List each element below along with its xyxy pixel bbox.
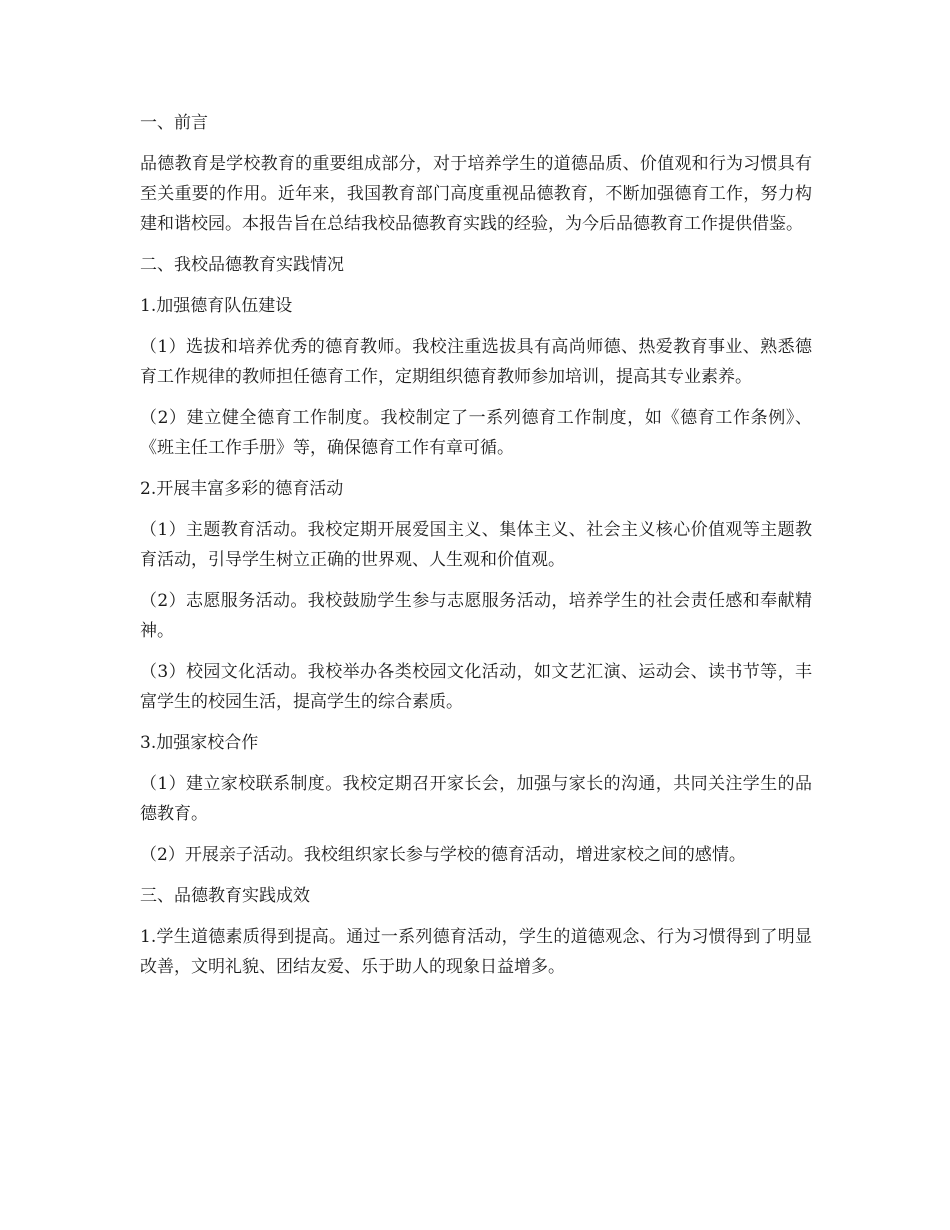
list-item-home-school-2: （2）开展亲子活动。我校组织家长参与学校的德育活动，增进家校之间的感情。	[140, 845, 746, 865]
subsection-heading-team: 1.加强德育队伍建设	[140, 296, 293, 316]
subsection-heading-home-school: 3.加强家校合作	[140, 733, 259, 753]
body-paragraph-preface: 品德教育是学校教育的重要组成部分，对于培养学生的道德品质、价值观和行为习惯具有至关重要的作用。近年来，我国教育部门高度重视品德教育，不断加强德育工作，努力构建和谐校园。本报告旨在总结我校品德教育实践的经验，为今后品德教育工作提供借鉴。	[140, 154, 812, 234]
list-item-team-2: （2）建立健全德育工作制度。我校制定了一系列德育工作制度，如《德育工作条例》、《班主任工作手册》等，确保德育工作有章可循。	[140, 408, 812, 458]
section-heading-preface: 一、前言	[140, 113, 208, 133]
subsection-heading-activities: 2.开展丰富多彩的德育活动	[140, 479, 344, 499]
list-item-activities-3: （3）校园文化活动。我校举办各类校园文化活动，如文艺汇演、运动会、读书节等，丰富学生的校园生活，提高学生的综合素质。	[140, 662, 812, 712]
list-item-activities-2: （2）志愿服务活动。我校鼓励学生参与志愿服务活动，培养学生的社会责任感和奉献精神。	[140, 591, 812, 641]
document-page	[140, 108, 812, 993]
list-item-activities-1: （1）主题教育活动。我校定期开展爱国主义、集体主义、社会主义核心价值观等主题教育活动，引导学生树立正确的世界观、人生观和价值观。	[140, 520, 812, 570]
list-item-team-1: （1）选拔和培养优秀的德育教师。我校注重选拔具有高尚师德、热爱教育事业、熟悉德育工作规律的教师担任德育工作，定期组织德育教师参加培训，提高其专业素养。	[140, 337, 812, 387]
section-heading-results: 三、品德教育实践成效	[140, 886, 310, 906]
section-heading-practice: 二、我校品德教育实践情况	[140, 255, 344, 275]
list-item-home-school-1: （1）建立家校联系制度。我校定期召开家长会，加强与家长的沟通，共同关注学生的品德教育。	[140, 774, 812, 824]
list-item-results-1: 1.学生道德素质得到提高。通过一系列德育活动，学生的道德观念、行为习惯得到了明显改善，文明礼貌、团结友爱、乐于助人的现象日益增多。	[140, 927, 812, 977]
